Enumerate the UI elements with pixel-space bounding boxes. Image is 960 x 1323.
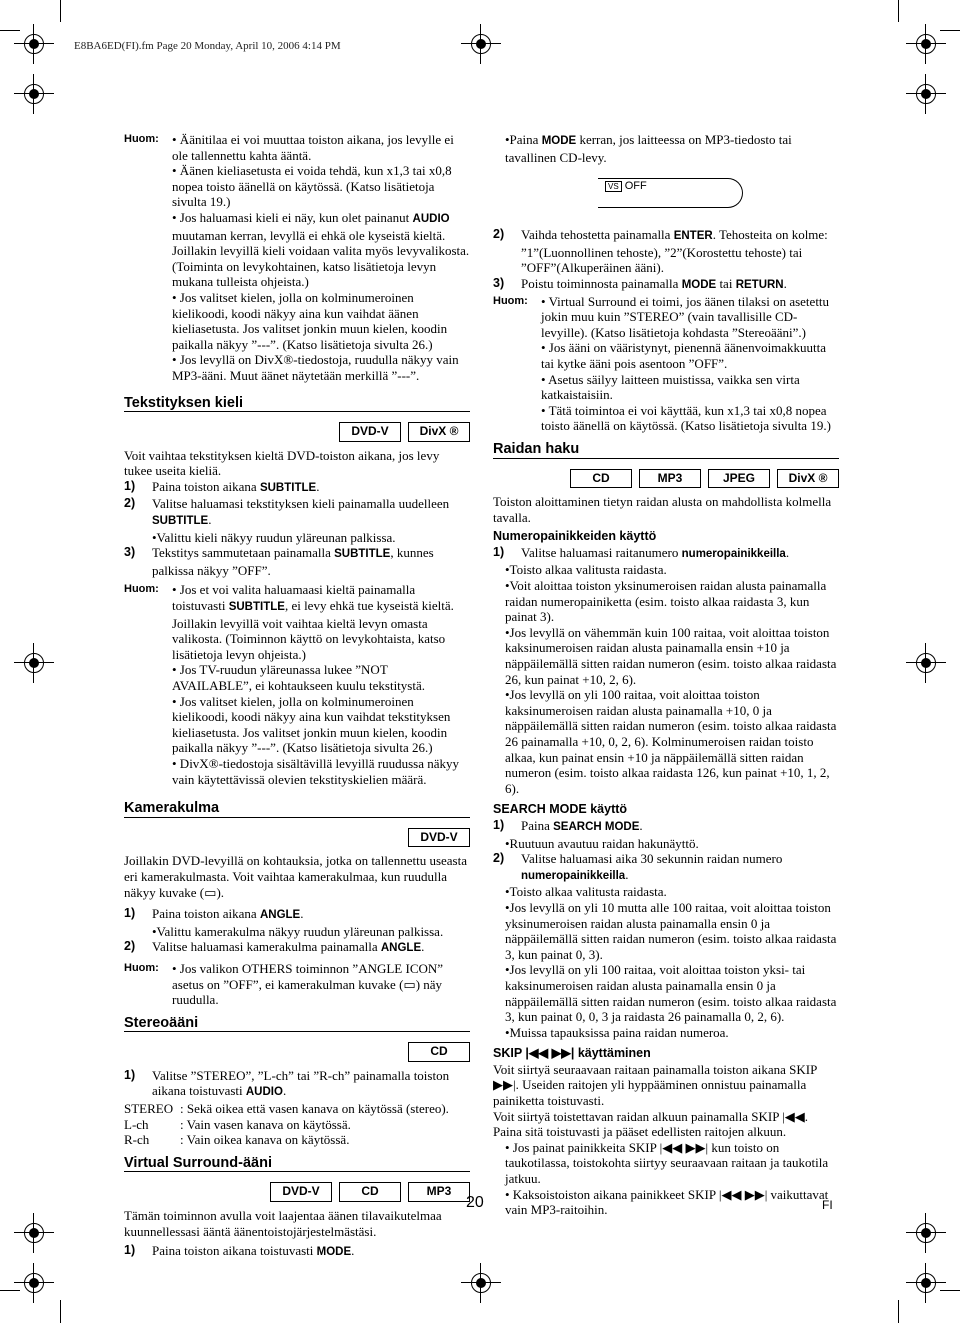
stereo-row: STEREO : Sekä oikea että vasen kanava on käytössä (stereo).: [124, 1101, 449, 1117]
note-item: • Jos et voi valita haluamaasi kieltä painamalla toistuvasti SUBTITLE, ei levy ehkä tue kyseistä kieltä. Joillakin levyillä voit vaihtaa kieltä levyn omasta valikosta. (Toiminnon käyttö on levykohtaista, katso lisätietoja levyn ohjeista.): [172, 582, 454, 662]
step-3: 3) Tekstitys sammutetaan painamalla SUBTITLE, kunnes palkissa näkyy ”OFF”.: [124, 545, 434, 578]
note-item: • Jos valitset kielen, jolla on kolminumeroinen kielikoodi, koodi näkyy aina kun vaihdat äänen kieliasetusta. Jos valitset jonkin muun kielen, koodin paikalla näkyy ”---”. (Katso lisätietoja sivulta 26.): [172, 289, 448, 352]
camera-icon: ▭: [403, 976, 416, 992]
section-intro: Joillakin DVD-levyillä on kohtauksia, jotka on tallennettu useasta eri kamerakulmasta. Voit vaihtaa kamerakulmaa, kun ruudulla näkyy kuvake (▭).: [124, 853, 467, 900]
note-item: • Jos haluamasi kieli ei näy, kun olet painanut AUDIO muutaman kerran, levyllä ei ehkä ole kyseistä kieltä. Joillakin levyillä kieli voidaan valita myös levyvalikosta. (Toiminta on levykohtainen, katso lisätietoja levyn mukana tulleista ohjeista.): [172, 209, 470, 290]
bullet: •Jos levyllä on vähemmän kuin 100 raitaa, voit aloittaa toiston kaksinumeroisen raidan alusta painamalla ensin +10 ja näppäilemällä sitten raidan numeron (esim. toisto alkaa raidasta 26, kun painat +10, 2, 6).: [505, 624, 837, 687]
step-1: 1) Paina toiston aikana ANGLE. •Valittu kamerakulma näkyy ruudun yläreunan palkissa.: [124, 906, 444, 939]
format-tags: [124, 828, 470, 848]
note-item: • Äänitilaa ei voi muuttaa toiston aikana, jos levylle ei ole tallennettu kahta ääntä.: [172, 132, 454, 163]
stereo-row: L-ch : Vain vasen kanava on käytössä.: [124, 1116, 351, 1132]
section-intro: Toiston aloittaminen tietyn raidan alusta on mahdollista kolmella tavalla.: [493, 494, 832, 525]
step-1: 1) Valitse ”STEREO”, ”L-ch” tai ”R-ch” painamalla toiston aikana toistuvasti AUDIO.: [124, 1067, 450, 1099]
registration-mark-icon: [14, 1213, 54, 1253]
step-3: 3) Poistu toiminnosta painamalla MODE tai RETURN.: [493, 275, 787, 291]
bullet: •Toisto alkaa valitusta raidasta.: [505, 562, 667, 578]
bullet: • Kaksoistoiston aikana painikkeet SKIP |◀◀ ▶▶| vaikuttavat vain MP3-raitoihin.: [505, 1186, 829, 1218]
subsection-title: SKIP |◀◀ ▶▶| käyttäminen: [493, 1046, 651, 1061]
note-item: • Asetus säilyy laitteen muistissa, vaikka sen virta katkaistaisiin.: [541, 371, 800, 403]
registration-mark-icon: [906, 1213, 946, 1253]
tag-dvd-v: DVD-V: [408, 828, 470, 848]
note-block: [124, 132, 470, 384]
step-1: 1) Paina toiston aikana toistuvasti MODE.: [124, 1243, 355, 1259]
section-intro: Voit vaihtaa tekstityksen kieltä DVD-toiston aikana, jos levy tukee useita kieliä.: [124, 447, 440, 479]
note-label: Huom:: [124, 133, 159, 145]
osd-value: OFF: [624, 180, 647, 193]
note-item: • Jos valikon OTHERS toiminnon ”ANGLE ICON” asetus on ”OFF”, ei kamerakulman kuvake (▭) näy ruudulla.: [172, 960, 444, 1008]
note-item: • Tätä toimintoa ei voi käyttää, kun x1,3 tai x0,8 nopea toisto äänellä on käytössä. (Katso lisätietoja sivulta 19.): [541, 402, 831, 434]
bullet: •Jos levyllä on yli 100 raitaa, voit aloittaa toiston kaksinumeroisen raidan alusta painamalla +10, 0 ja näppäilemällä sitten raidan numeron (esim. toisto alkaa raidasta 26 painamalla +10, 0, 2, 6). Kolminumeroisen raidan toisto alkaa, kun painat ensin +10 ja näppäilemällä sitten raidan numeron (esim. toisto alkaa raidasta 126, kun painat +10, 1, 2, 6).: [505, 687, 837, 796]
section-title-subtitle: Tekstityksen kieli: [124, 396, 470, 413]
note-block: Huom: • Jos valikon OTHERS toiminnon ”ANGLE ICON” asetus on ”OFF”, ei kamerakulman kuvake (▭) näy ruudulla.: [124, 961, 470, 1008]
bullet: •Muissa tapauksissa paina raidan numeroa.: [505, 1024, 729, 1040]
note-item: • Jos levyllä on DivX®-tiedostoja, ruudulla näkyy vain MP3-ääni. Muut äänet näytetään merkillä ”---”.: [172, 352, 459, 383]
osd-frame: [598, 178, 743, 208]
note-item: • DivX®-tiedostoja sisältävillä levyillä ruudussa näkyy vain käytettävissä olevien tekstityskielien määrä.: [172, 755, 460, 787]
section-intro: Tämän toiminnon avulla voit laajentaa äänen tilavaikutelmaa kuunnellessasi ääntä äänentoistojärjestelmästäsi.: [124, 1208, 442, 1239]
note-item: • Jos ääni on vääristynyt, pienennä äänenvoimakkuutta tai kytke ääni pois asentoon ”OFF”.: [541, 340, 827, 371]
bullet: •Toisto alkaa valitusta raidasta.: [505, 884, 667, 900]
bullet: • Jos painat painikkeita SKIP |◀◀ ▶▶| kun toisto on taukotilassa, toistokohta siirtyy seuraavaan raitaan ja taukotila jatkuu.: [505, 1139, 829, 1187]
format-tags: [124, 1042, 470, 1062]
registration-mark-icon: [14, 24, 54, 64]
step-2: 2) Valitse haluamasi aika 30 sekunnin raidan numero numeropainikkeilla.: [493, 851, 783, 882]
step-2: 2) Valitse haluamasi kamerakulma painamalla ANGLE.: [124, 939, 425, 955]
note-block: Huom: • Virtual Surround ei toimi, jos äänen tilaksi on asetettu jokin muu kuin ”STEREO” (vain tavallisille CD-levyille). (Katso lisätietoja kohdasta ”Stereoääni”.) • Jos ääni on vääristynyt, pienennä äänenvoimakkuutta tai kytke ääni pois asentoon ”OFF”. • Asetus säilyy laitteen muistissa, vaikka sen virta katkaistaisiin. • Tätä toimintoa ei voi käyttää, kun x1,3 tai x0,8 nopea toisto äänellä on käytössä. (Katso lisätietoja sivulta 19.): [493, 294, 839, 434]
note-block: Huom: • Jos et voi valita haluamaasi kieltä painamalla toistuvasti SUBTITLE, ei levy ehkä tue kyseistä kieltä. Joillakin levyillä voit vaihtaa kieltä levyn omasta valikosta. (Toiminnon käyttö on levykohtaista, katso lisätietoja levyn ohjeista.) • Jos TV-ruudun yläreunassa lukee ”NOT AVAILABLE”, ei kohtaukseen kuulu tekstitystä. • Jos valitset kielen, jolla on kolminumeroinen kielikoodi, koodi näkyy aina kun vaihdat tekstityksen kieliasetusta. Jos valitset jonkin muun kielen, koodin paikalla näkyy ”---”. (Katso lisätietoja sivulta 26.) • DivX®-tiedostoja sisältävillä levyillä ruudussa näkyy vain käytettävissä olevien tekstityskielien määrä.: [124, 582, 470, 787]
trim-mark: [60, 1300, 61, 1323]
step-2: 2) Vaihda tehostetta painamalla ENTER. Tehosteita on kolme: ”1”(Luonnollinen tehoste), ”2”(Korostettu tehoste) tai ”OFF”(Alkuperäinen ääni).: [493, 227, 828, 276]
note-item: • Virtual Surround ei toimi, jos äänen tilaksi on asetettu jokin muu kuin ”STEREO” (vain tavallisille CD-levyille). (Katso lisätietoja kohdasta ”Stereoääni”.): [541, 293, 830, 340]
virtual-surround-icon: VS: [605, 181, 622, 192]
right-column: [493, 132, 839, 1218]
registration-mark-icon: [14, 643, 54, 683]
tag-jpeg: JPEG: [708, 469, 770, 489]
subsection-title: SEARCH MODE käyttö: [493, 802, 628, 817]
bullet: •Ruutuun avautuu raidan hakunäyttö.: [505, 835, 699, 851]
registration-mark-icon: [906, 643, 946, 683]
registration-mark-icon: [906, 74, 946, 114]
section-title-virtual-surround: Virtual Surround-ääni: [124, 1156, 470, 1173]
page-header: E8BA6ED(FI).fm Page 20 Monday, April 10, 2006 4:14 PM: [74, 40, 341, 52]
tag-dvd-v: DVD-V: [339, 422, 401, 442]
registration-mark-icon: [461, 24, 501, 64]
tag-cd: CD: [339, 1182, 401, 1202]
note-item: • Jos TV-ruudun yläreunassa lukee ”NOT AVAILABLE”, ei kohtaukseen kuulu tekstitystä.: [172, 662, 425, 693]
paragraph: Voit siirtyä seuraavaan raitaan painamalla toiston aikana SKIP ▶▶|. Useiden raitojen yli hyppääminen onnistuu painamalla painiketta toistuvasti.: [493, 1061, 817, 1109]
format-tags: [124, 422, 470, 442]
step-1: 1) Paina toiston aikana SUBTITLE.: [124, 478, 320, 494]
note-item: • Äänen kieliasetusta ei voida tehdä, kun x1,3 tai x0,8 nopea toisto äänellä on käytössä. (Katso lisätietoja sivulta 19.): [172, 163, 452, 210]
format-tags: [493, 469, 839, 489]
page-number: 20: [466, 1194, 484, 1211]
note-items: [172, 132, 470, 384]
subsection-title: Numeropainikkeiden käyttö: [493, 529, 657, 544]
section-title-angle: Kamerakulma: [124, 801, 470, 818]
tag-divx: DivX ®: [408, 422, 470, 442]
bullet: •Jos levyllä on yli 100 raitaa, voit aloittaa toiston yksi- tai kaksinumeroisen raidan alusta painamalla ensin 0 ja näppäilemällä sitten raidan numeron (esim. toisto alkaa raidasta 3, kun painat 0, 0, 3 ja raidasta 26 painamalla 0, 2, 6).: [505, 962, 837, 1025]
registration-mark-icon: [906, 1263, 946, 1303]
bullet: •Jos levyllä on yli 10 mutta alle 100 raitaa, voit aloittaa toiston yksinumeroisen raidan alusta painamalla ensin 0 ja näppäilemällä sitten raidan numeron (esim. toisto alkaa raidasta 3, kun painat 0, 3).: [505, 899, 837, 962]
language-code: FI: [822, 1198, 833, 1212]
paragraph: Voit siirtyä toistettavan raidan alkuun painamalla SKIP |◀◀. Paina sitä toistuvasti ja pääset edellisten raitojen alkuun.: [493, 1108, 809, 1140]
tag-mp3: MP3: [408, 1182, 470, 1202]
step-1: 1) Paina SEARCH MODE.: [493, 817, 643, 833]
section-title-track-search: Raidan haku: [493, 442, 839, 459]
registration-mark-icon: [14, 74, 54, 114]
registration-mark-icon: [461, 1263, 501, 1303]
tag-dvd-v: DVD-V: [270, 1182, 332, 1202]
bullet: •Paina MODE kerran, jos laitteessa on MP3-tiedosto tai tavallinen CD-levy.: [505, 132, 792, 165]
section-title-stereo: Stereoääni: [124, 1016, 470, 1033]
left-column: [124, 132, 470, 1261]
tag-divx: DivX ®: [777, 469, 839, 489]
trim-mark: [60, 0, 61, 22]
step-2: 2) Valitse haluamasi tekstityksen kieli painamalla uudelleen SUBTITLE. •Valittu kieli näkyy ruudun yläreunan palkissa.: [124, 496, 450, 545]
tag-cd: CD: [570, 469, 632, 489]
format-tags: [124, 1182, 470, 1202]
registration-mark-icon: [906, 24, 946, 64]
bullet: •Voit aloittaa toiston yksinumeroisen raidan alusta painamalla raidan numeropainiketta (esim. toisto alkaa raidasta 3, kun painat 3).: [505, 578, 827, 625]
tag-mp3: MP3: [639, 469, 701, 489]
trim-mark: [898, 0, 899, 22]
trim-mark: [898, 1300, 899, 1323]
stereo-row: R-ch : Vain oikea kanava on käytössä.: [124, 1132, 350, 1148]
camera-icon: ▭: [204, 884, 217, 900]
step-1: 1) Valitse haluamasi raitanumero numeropainikkeilla.: [493, 544, 790, 560]
note-item: • Jos valitset kielen, jolla on kolminumeroinen kielikoodi, koodi näkyy aina kun vaihdat tekstityksen kieliasetusta. Jos valitset jonkin muun kielen, koodin paikalla näkyy ”---”. (Katso lisätietoja sivulta 26.): [172, 693, 451, 756]
registration-mark-icon: [14, 1263, 54, 1303]
tag-cd: CD: [408, 1042, 470, 1062]
